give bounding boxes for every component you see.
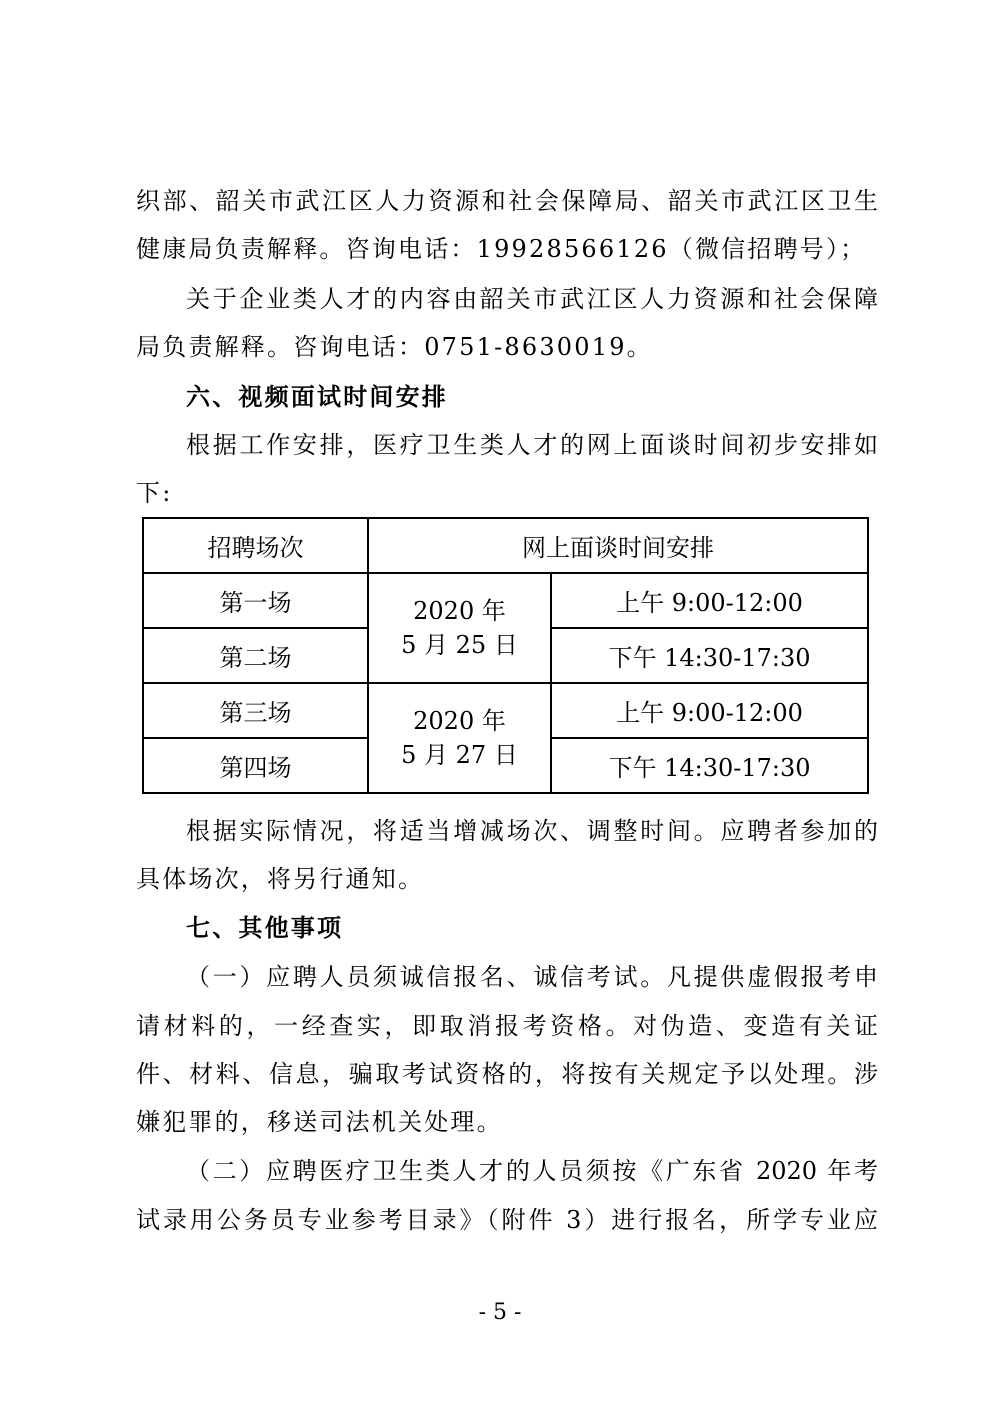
paragraph-line: （二）应聘医疗卫生类人才的人员须按《广东省 2020 年考 bbox=[186, 1157, 878, 1185]
paragraph-line: 织部、韶关市武江区人力资源和社会保障局、韶关市武江区卫生 bbox=[136, 187, 878, 215]
date-year: 2020 年 bbox=[413, 707, 506, 735]
time-cell: 下午 14:30-17:30 bbox=[551, 738, 868, 793]
section-heading-7: 七、其他事项 bbox=[186, 914, 344, 942]
round-cell: 第三场 bbox=[143, 683, 368, 738]
header-schedule: 网上面谈时间安排 bbox=[368, 518, 868, 573]
paragraph-line: 关于企业类人才的内容由韶关市武江区人力资源和社会保障 bbox=[186, 285, 878, 313]
paragraph-line: 试录用公务员专业参考目录》（附件 3）进行报名，所学专业应 bbox=[136, 1206, 878, 1234]
date-day: 5 月 27 日 bbox=[401, 741, 518, 769]
paragraph-line: 件、材料、信息，骗取考试资格的，将按有关规定予以处理。涉 bbox=[136, 1060, 878, 1088]
time-cell: 下午 14:30-17:30 bbox=[551, 628, 868, 683]
paragraph-line: 根据工作安排，医疗卫生类人才的网上面谈时间初步安排如 bbox=[186, 431, 878, 459]
section-heading-6: 六、视频面试时间安排 bbox=[186, 383, 448, 411]
paragraph-line: 下: bbox=[136, 479, 173, 507]
date-year: 2020 年 bbox=[413, 597, 506, 625]
table-header-row bbox=[143, 518, 868, 573]
round-cell: 第一场 bbox=[143, 573, 368, 628]
interview-schedule-table bbox=[142, 517, 869, 794]
paragraph-line: 具体场次，将另行通知。 bbox=[136, 865, 425, 893]
time-cell: 上午 9:00-12:00 bbox=[551, 683, 868, 738]
paragraph-line: 请材料的，一经查实，即取消报考资格。对伪造、变造有关证 bbox=[136, 1012, 878, 1040]
paragraph-line: 根据实际情况，将适当增减场次、调整时间。应聘者参加的 bbox=[186, 817, 878, 845]
time-cell: 上午 9:00-12:00 bbox=[551, 573, 868, 628]
table-row bbox=[143, 573, 868, 628]
date-day: 5 月 25 日 bbox=[401, 631, 518, 659]
paragraph-line: 嫌犯罪的，移送司法机关处理。 bbox=[136, 1108, 503, 1136]
round-cell: 第四场 bbox=[143, 738, 368, 793]
header-round: 招聘场次 bbox=[143, 518, 368, 573]
table-row bbox=[143, 683, 868, 738]
round-cell: 第二场 bbox=[143, 628, 368, 683]
paragraph-line: 健康局负责解释。咨询电话：19928566126（微信招聘号）； bbox=[136, 235, 867, 263]
page-number: - 5 - bbox=[478, 1300, 522, 1325]
date-cell bbox=[368, 683, 551, 793]
paragraph-line: （一）应聘人员须诚信报名、诚信考试。凡提供虚假报考申 bbox=[186, 963, 878, 991]
date-cell bbox=[368, 573, 551, 683]
paragraph-line: 局负责解释。咨询电话：0751-8630019。 bbox=[136, 333, 653, 361]
